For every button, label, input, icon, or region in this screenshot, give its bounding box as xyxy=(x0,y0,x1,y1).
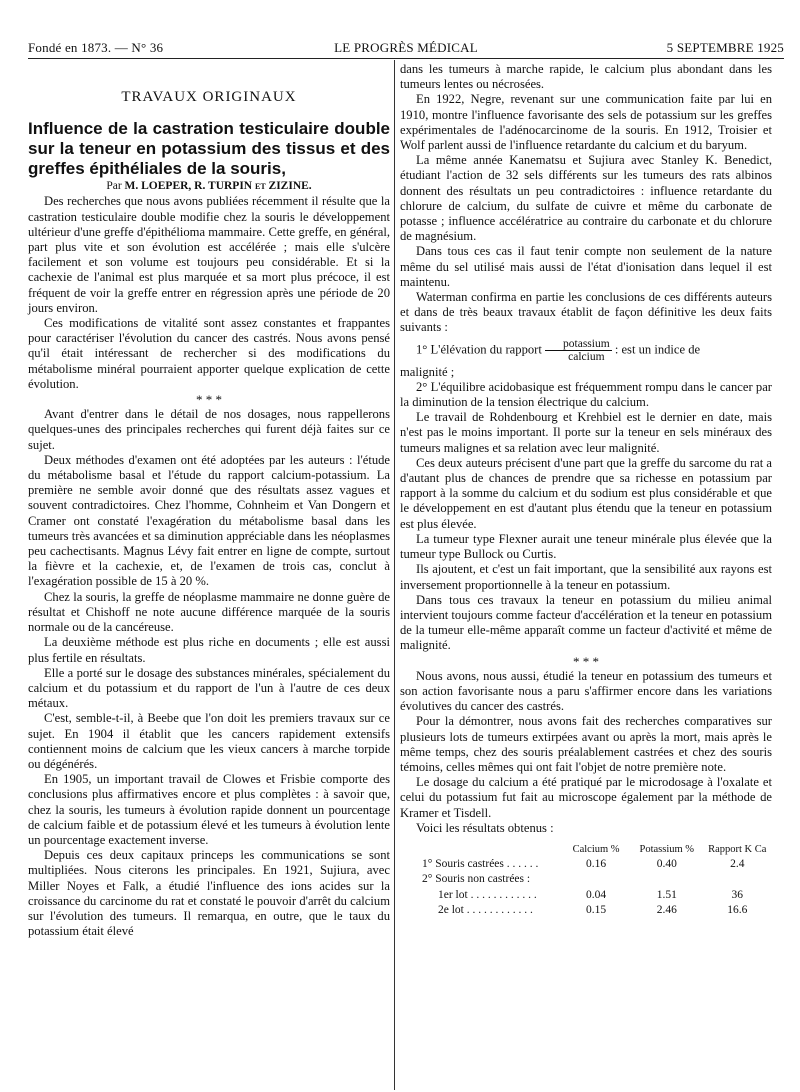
paragraph: dans les tumeurs à marche rapide, le calcium plus abondant dans les tumeurs lentes ou nécrosées. xyxy=(400,62,772,92)
cell xyxy=(561,872,631,887)
paragraph: Pour la démontrer, nous avons fait des recherches comparatives sur plusieurs lots de tumeurs extirpées avant ou après la mort, mais après le même temps, chez des souris préalablement castrées et chez des souris témoins, celles mêmes qui ont fait l'objet de notre première note. xyxy=(400,714,772,774)
paragraph: Le travail de Rohdenbourg et Krehbiel est le dernier en date, mais n'est pas le moins important. Il porte sur la teneur en sels minéraux des tumeurs malignes et sa relation avec leur malignité. xyxy=(400,410,772,455)
ratio-suffix: : est un indice de xyxy=(614,342,701,357)
results-header-blank xyxy=(418,842,561,857)
cell xyxy=(703,872,772,887)
paragraph: Ces deux auteurs précisent d'une part que la greffe du sarcome du rat a d'autant plus de chances de prendre que sa richesse en potassium par rapport à la somme du calcium et du sodium est plus considérable et que le développement en est d'autant plus étendu que la teneur en potassium est plus élevée. xyxy=(400,455,772,531)
paragraph: Dans tous ces cas il faut tenir compte non seulement de la nature même du sel utilisé mais aussi de l'état d'ionisation dans lequel il est maintenu. xyxy=(400,244,772,289)
paragraph: Waterman confirma en partie les conclusions de ces différents auteurs et dans de très beaux travaux établit de façon définitive les deux faits suivants : xyxy=(400,290,772,335)
table-row xyxy=(418,857,772,872)
header-founded: Fondé en 1873. — N° 36 xyxy=(28,40,164,55)
paragraph: Chez la souris, la greffe de néoplasme mammaire ne donne guère de résultat et Chishoff ne note aucune différence marquée de la souris normale ou de la cancéreuse. xyxy=(28,589,390,635)
header-rule xyxy=(28,58,784,59)
cell: 0.04 xyxy=(585,888,607,901)
paragraph: La deuxième méthode est plus riche en documents ; elle est aussi plus fertile en résultats. xyxy=(28,635,390,665)
ratio-fraction xyxy=(545,338,612,363)
paragraph: Elle a porté sur le dosage des substances minérales, spécialement du calcium et du potassium et du rapport de l'un à l'autre de ces deux métaux. xyxy=(28,665,390,711)
table-row xyxy=(418,903,772,918)
paragraph: C'est, semble-t-il, à Beebe que l'on doit les premiers travaux sur ce sujet. En 1904 il établit que les cancers rapidement extensifs contiennent moins de calcium que les vieux cancers à marche torpide ou dégénérés. xyxy=(28,711,390,771)
right-column xyxy=(400,62,772,918)
paragraph: La même année Kanematsu et Sujiura avec Stanley K. Benedict, étudiant l'action de 32 sels différents sur les tumeurs des rats albinos donnent des résultats un peu contradictoires : influence retardante du chlorure de calcium, du sulfate de cuivre et même du carbonate de potasse ; influence accélératrice au contraire du carbonate et du chlorure de magnésium. xyxy=(400,153,772,244)
ratio-statement xyxy=(400,338,772,363)
ratio-tail: malignité ; xyxy=(400,364,455,379)
paragraph: Des recherches que nous avons publiées récemment il résulte que la castration testiculaire double modifie chez la souris le développement ultérieur d'une greffe d'épithélioma mammaire. Cette greffe, en général, part plus vite et son évolution est accélérée ; mais elle s'ulcère facilement et son volume est toujours peu considérable. Et si la cachexie de l'animal est plus marquée et sa mort plus précoce, il est fréquent de voir la greffe entrer en régression après une période de 20 jours environ. xyxy=(28,194,390,315)
section-separator: * * * xyxy=(196,392,222,408)
cell: 1.51 xyxy=(656,888,677,901)
article-title: Influence de la castration testiculaire double sur la teneur en potassium des tissus et des greffes épithéliales de la souris, xyxy=(28,119,390,179)
results-header-row xyxy=(418,842,772,857)
section-separator: * * * xyxy=(573,653,599,669)
results-header: Potassium % xyxy=(639,843,695,855)
results-header: Rapport K Ca xyxy=(708,843,767,855)
row-label: 2e lot . . . . . . . . . . . . xyxy=(438,903,533,916)
row-label: 2° Souris non castrées : xyxy=(422,873,531,886)
results-table xyxy=(418,842,772,918)
ratio-denominator: calcium xyxy=(568,350,605,363)
cell xyxy=(631,872,703,887)
paragraph: Le dosage du calcium a été pratiqué par le microdosage à l'oxalate et celui du potassium fut fait au microscope également par la méthode de Kramer et Tisdell. xyxy=(400,775,772,820)
page-header xyxy=(28,40,784,58)
paragraph: Depuis ces deux capitaux princeps les communications se sont multipliées. Nous citerons les principales. En 1921, Sujiura, avec Miller Noyes et Falk, a étudié l'influence des ions acides sur la croissance du carcinome du rat et constaté le pouvoir d'arrêt du calcium sur l'évolution des tumeurs. Il remarqua, en outre, que le taux du potassium était élevé xyxy=(28,848,390,939)
ratio-prefix: 1° L'élévation du rapport xyxy=(416,342,542,357)
cell: 2.46 xyxy=(656,903,677,916)
results-header: Calcium % xyxy=(572,843,620,855)
authors-prefix: Par xyxy=(106,180,122,193)
column-divider xyxy=(394,60,395,1090)
left-column xyxy=(28,62,390,939)
paragraph: Ils ajoutent, et c'est un fait important, que la sensibilité aux rayons est inversement proportionnelle à la teneur en potassium. xyxy=(400,562,772,592)
cell: 0.16 xyxy=(585,858,607,871)
paragraph: Avant d'entrer dans le détail de nos dosages, nous rappellerons quelques-unes des principales recherches qui furent déjà faites sur ce sujet. xyxy=(28,407,390,452)
cell: 2.4 xyxy=(730,858,745,871)
ratio-numerator: potassium xyxy=(545,338,612,351)
authors-names: M. LOEPER, R. TURPIN et ZIZINE. xyxy=(124,180,312,193)
table-row xyxy=(418,888,772,903)
paragraph: Ces modifications de vitalité sont assez constantes et frappantes pour caractériser l'évolution du cancer des castrés. Nous avons pensé qu'il était intéressant de rechercher si des modifications du métabolisme minéral pourraient apporter quelque explication de cette évolution. xyxy=(28,316,390,391)
paragraph: Nous avons, nous aussi, étudié la teneur en potassium des tumeurs et son action favorisante nous a paru s'affirmer encore dans les variations évolutives du cancer des castrés. xyxy=(400,668,772,714)
row-label: 1er lot . . . . . . . . . . . . xyxy=(438,888,537,901)
paragraph: En 1922, Negre, revenant sur une communication faite par lui en 1910, montre l'influence favorisante des sels de potassium sur les greffes expérimentales de l'adénocarcinome de la souris. En 1912, Troisier et Wolf parlent aussi de l'influence retardante du calcium et du baryum. xyxy=(400,92,772,153)
header-date: 5 SEPTEMBRE 1925 xyxy=(666,40,784,55)
cell: 36 xyxy=(731,888,744,901)
journal-name: LE PROGRÈS MÉDICAL xyxy=(334,40,478,55)
row-label: 1° Souris castrées . . . . . . xyxy=(422,858,539,871)
paragraph: Deux méthodes d'examen ont été adoptées par les auteurs : l'étude du métabolisme basal et l'étude du rapport calcium-potassium. La première ne semble avoir donné que des résultats assez vagues et souvent contradictoires. Chez l'homme, Cohnheim et Van Dongern et Cramer ont constaté l'exagération du métabolisme basal dans les tumeurs très avancées et sa diminution appréciable dans les néoplasmes peu cachectisants. Magnus Lévy fait entrer en ligne de compte, surtout la fièvre et la cachexie, et, de l'examen de trois cas, conclut à l'exagération possible de 15 à 20 %. xyxy=(28,452,390,589)
table-row xyxy=(418,872,772,887)
paragraph: La tumeur type Flexner aurait une teneur minérale plus élevée que la tumeur type Bullock ou Curtis. xyxy=(400,531,772,562)
paragraph: Dans tous ces travaux la teneur en potassium du milieu animal intervient toujours comme facteur d'accélération et la teneur en potassium de la tumeur elle-même apparaît comme un facteur d'activité et même de malignité. xyxy=(400,592,772,653)
article-authors xyxy=(28,179,390,194)
paragraph: Voici les résultats obtenus : xyxy=(416,820,554,835)
section-title: TRAVAUX ORIGINAUX xyxy=(121,89,297,105)
cell: 0.15 xyxy=(585,903,607,916)
cell: 16.6 xyxy=(727,903,748,916)
paragraph: 2° L'équilibre acidobasique est fréquemment rompu dans le cancer par la diminution de la tension électrique du calcium. xyxy=(400,379,772,410)
cell: 0.40 xyxy=(656,858,677,871)
paragraph: En 1905, un important travail de Clowes et Frisbie comporte des conclusions plus affirmatives encore et plus complètes : à savoir que, chez la souris, les tumeurs à évolution rapide donnent un pourcentage de calcium faible et de potassium élevé et les tumeurs à évolution lente un pourcentage exactement inverse. xyxy=(28,772,390,847)
